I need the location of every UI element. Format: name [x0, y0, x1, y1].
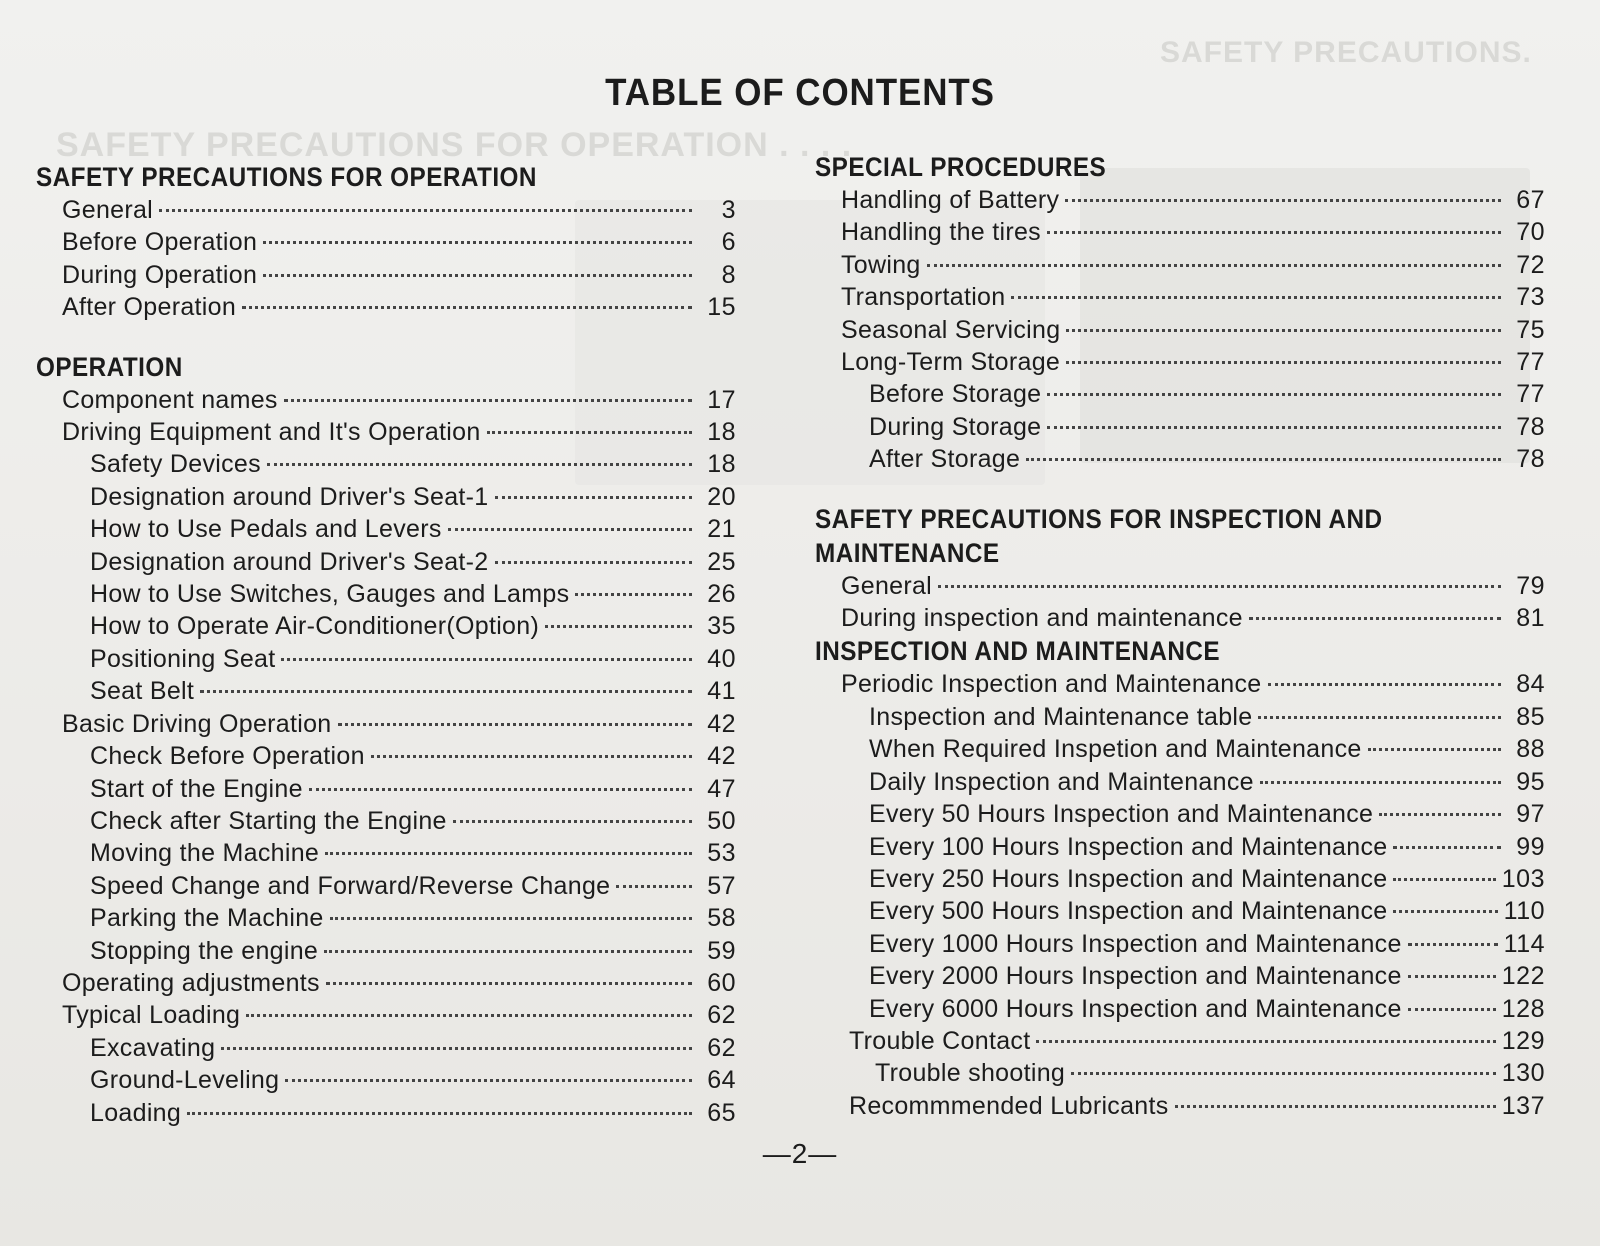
entry-label: Before Storage — [869, 380, 1042, 409]
leader-dots — [1065, 199, 1501, 202]
leader-dots — [1408, 1008, 1496, 1011]
leader-dots — [326, 982, 692, 985]
entry-page: 3 — [721, 196, 736, 224]
leader-dots — [1268, 683, 1502, 686]
toc-entry[interactable] — [815, 701, 1545, 733]
entry-page: 97 — [1516, 800, 1545, 829]
entry-label: Trouble Contact — [849, 1026, 1031, 1055]
entry-label: Every 500 Hours Inspection and Maintenance — [869, 897, 1388, 926]
entry-label: Handling of Battery — [841, 186, 1060, 214]
entry-page: 20 — [707, 482, 736, 511]
leader-dots — [1249, 617, 1501, 620]
entry-label: Before Operation — [62, 228, 258, 257]
toc-entry[interactable] — [36, 1064, 736, 1096]
leader-dots — [495, 561, 692, 564]
toc-entry[interactable] — [815, 1025, 1545, 1057]
leader-dots — [187, 1112, 692, 1115]
entry-page: 60 — [707, 968, 736, 997]
entry-label: Transportation — [841, 283, 1006, 312]
entry-page: 114 — [1503, 929, 1545, 958]
toc-section-operation — [36, 350, 736, 1129]
entry-page: 77 — [1516, 348, 1545, 377]
leader-dots — [1047, 426, 1501, 429]
entry-label: During inspection and maintenance — [841, 604, 1243, 633]
toc-entry[interactable] — [36, 291, 736, 323]
entry-page: 6 — [721, 228, 736, 257]
entry-page: 57 — [707, 871, 736, 900]
entry-label: Designation around Driver's Seat-1 — [90, 482, 489, 511]
toc-entry[interactable] — [815, 960, 1545, 992]
entry-label: Every 250 Hours Inspection and Maintenance — [869, 864, 1388, 893]
toc-entry[interactable] — [36, 740, 736, 772]
toc-entry[interactable] — [815, 378, 1545, 410]
toc-entry[interactable] — [815, 346, 1545, 378]
entry-label: During Storage — [869, 412, 1042, 441]
entry-label: Seat Belt — [90, 677, 195, 706]
entry-label: Towing — [841, 250, 921, 279]
leader-dots — [242, 306, 692, 309]
entry-page: 103 — [1501, 864, 1545, 893]
entry-page: 79 — [1516, 571, 1545, 600]
entry-page: 17 — [707, 385, 736, 414]
toc-entry[interactable] — [36, 194, 736, 226]
leader-dots — [1011, 296, 1501, 299]
entry-label: Periodic Inspection and Maintenance — [841, 670, 1262, 699]
leader-dots — [281, 658, 692, 661]
toc-entry[interactable] — [36, 708, 736, 740]
entry-page: 81 — [1516, 604, 1545, 633]
toc-left-column — [36, 160, 736, 1129]
entry-label: Basic Driving Operation — [62, 709, 332, 738]
leader-dots — [1258, 716, 1501, 719]
toc-entry[interactable] — [815, 411, 1545, 443]
entry-label: Positioning Seat — [90, 644, 276, 673]
leader-dots — [159, 209, 692, 212]
toc-entry[interactable] — [815, 798, 1545, 830]
entry-label: Every 2000 Hours Inspection and Maintenance — [869, 962, 1402, 991]
entry-label: Every 1000 Hours Inspection and Maintenance — [869, 929, 1402, 958]
leader-dots — [338, 723, 692, 726]
entry-label: Moving the Machine — [90, 839, 320, 868]
entry-page: 75 — [1516, 315, 1545, 344]
bleed-through-subheading: SAFETY PRECAUTIONS FOR OPERATION . . . . — [56, 126, 853, 164]
toc-entry[interactable] — [36, 935, 736, 967]
leader-dots — [246, 1014, 692, 1017]
entry-label: After Operation — [62, 293, 237, 322]
entry-label: Driving Equipment and It's Operation — [62, 418, 481, 447]
toc-entry[interactable] — [36, 546, 736, 578]
toc-entry[interactable] — [36, 773, 736, 805]
leader-dots — [453, 820, 692, 823]
toc-entry[interactable] — [36, 448, 736, 480]
entry-label: Inspection and Maintenance table — [869, 702, 1253, 731]
entry-page: 42 — [707, 709, 736, 738]
toc-entry[interactable] — [815, 570, 1545, 602]
entry-label: Check Before Operation — [90, 742, 365, 771]
toc-right-column — [815, 150, 1545, 1122]
section-heading: SPECIAL PROCEDURES — [815, 152, 1107, 182]
leader-dots — [371, 755, 692, 758]
leader-dots — [545, 625, 692, 628]
entry-label: How to Use Pedals and Levers — [90, 515, 442, 544]
entry-page: 78 — [1516, 445, 1545, 474]
entry-page: 62 — [707, 1001, 736, 1030]
entry-page: 95 — [1516, 767, 1545, 796]
leader-dots — [448, 528, 692, 531]
toc-entry[interactable] — [815, 281, 1545, 313]
toc-entry[interactable] — [815, 928, 1545, 960]
toc-section-safety-operation — [36, 160, 736, 324]
toc-entry[interactable] — [815, 216, 1545, 248]
toc-entry[interactable] — [815, 1090, 1545, 1122]
toc-section-safety-inspection — [815, 502, 1545, 635]
section-heading-continued: MAINTENANCE — [815, 537, 1000, 568]
leader-dots — [263, 274, 692, 277]
leader-dots — [200, 690, 692, 693]
toc-entry[interactable] — [36, 902, 736, 934]
toc-entry[interactable] — [815, 895, 1545, 927]
section-heading: INSPECTION AND MAINTENANCE — [815, 636, 1221, 667]
entry-label: General — [841, 571, 933, 600]
entry-label: General — [62, 196, 154, 224]
leader-dots — [1026, 458, 1501, 461]
entry-page: 42 — [707, 742, 736, 771]
entry-page: 137 — [1501, 1091, 1545, 1120]
leader-dots — [1047, 231, 1501, 234]
entry-label: Speed Change and Forward/Reverse Change — [90, 871, 611, 900]
leader-dots — [1393, 846, 1501, 849]
leader-dots — [1175, 1105, 1496, 1108]
leader-dots — [487, 431, 692, 434]
entry-page: 65 — [707, 1098, 736, 1127]
bleed-through-heading: SAFETY PRECAUTIONS. — [1160, 36, 1532, 69]
entry-page: 62 — [707, 1033, 736, 1062]
toc-entry[interactable] — [36, 643, 736, 675]
leader-dots — [927, 264, 1501, 267]
leader-dots — [330, 917, 692, 920]
toc-section-special-procedures — [815, 150, 1545, 476]
toc-entry[interactable] — [36, 481, 736, 513]
section-heading: SAFETY PRECAUTIONS FOR INSPECTION AND — [815, 503, 1383, 534]
entry-label: After Storage — [869, 445, 1021, 474]
toc-entry[interactable] — [815, 863, 1545, 895]
entry-label: Safety Devices — [90, 450, 261, 479]
entry-label: Trouble shooting — [875, 1059, 1066, 1088]
leader-dots — [309, 788, 692, 791]
entry-page: 85 — [1516, 702, 1545, 731]
leader-dots — [1393, 910, 1497, 913]
entry-page: 18 — [707, 450, 736, 479]
toc-entry[interactable] — [815, 249, 1545, 281]
toc-entry[interactable] — [36, 675, 736, 707]
entry-page: 78 — [1516, 412, 1545, 441]
toc-entry[interactable] — [36, 999, 736, 1031]
leader-dots — [1066, 361, 1501, 364]
entry-label: How to Use Switches, Gauges and Lamps — [90, 580, 570, 609]
toc-entry[interactable] — [36, 384, 736, 416]
toc-entry[interactable] — [36, 259, 736, 291]
entry-page: 25 — [707, 547, 736, 576]
entry-page: 40 — [707, 644, 736, 673]
entry-page: 64 — [707, 1066, 736, 1095]
entry-label: Recommmended Lubricants — [849, 1091, 1169, 1120]
toc-entry[interactable] — [36, 226, 736, 258]
toc-entry[interactable] — [815, 443, 1545, 475]
toc-entry[interactable] — [36, 1097, 736, 1129]
entry-label: Every 100 Hours Inspection and Maintenance — [869, 832, 1388, 861]
entry-label: Every 50 Hours Inspection and Maintenance — [869, 800, 1374, 829]
entry-page: 130 — [1501, 1059, 1545, 1088]
entry-page: 110 — [1503, 897, 1545, 926]
entry-page: 50 — [707, 806, 736, 835]
entry-page: 72 — [1516, 250, 1545, 279]
entry-page: 70 — [1516, 218, 1545, 247]
section-heading: OPERATION — [36, 351, 183, 382]
entry-label: Designation around Driver's Seat-2 — [90, 547, 489, 576]
entry-page: 128 — [1501, 994, 1545, 1023]
entry-page: 88 — [1516, 735, 1545, 764]
leader-dots — [221, 1047, 692, 1050]
entry-page: 58 — [707, 904, 736, 933]
entry-page: 41 — [707, 677, 736, 706]
toc-entry[interactable] — [815, 314, 1545, 346]
leader-dots — [1368, 748, 1501, 751]
entry-label: Parking the Machine — [90, 904, 324, 933]
toc-entry[interactable] — [36, 805, 736, 837]
entry-page: 59 — [707, 936, 736, 965]
entry-label: Seasonal Servicing — [841, 315, 1061, 344]
toc-entry[interactable] — [36, 578, 736, 610]
toc-entry[interactable] — [36, 870, 736, 902]
toc-entry[interactable] — [815, 184, 1545, 216]
leader-dots — [616, 885, 692, 888]
leader-dots — [1408, 943, 1498, 946]
leader-dots — [1071, 1072, 1496, 1075]
entry-page: 15 — [707, 293, 736, 322]
section-heading: SAFETY PRECAUTIONS FOR OPERATION — [36, 162, 537, 192]
toc-entry[interactable] — [815, 831, 1545, 863]
entry-label: Typical Loading — [62, 1001, 241, 1030]
entry-page: 47 — [707, 774, 736, 803]
entry-label: During Operation — [62, 260, 258, 289]
toc-entry[interactable] — [815, 766, 1545, 798]
entry-page: 67 — [1516, 186, 1545, 214]
toc-entry[interactable] — [36, 610, 736, 642]
leader-dots — [1036, 1040, 1495, 1043]
entry-label: Stopping the engine — [90, 936, 319, 965]
entry-page: 122 — [1501, 962, 1545, 991]
entry-page: 73 — [1516, 283, 1545, 312]
leader-dots — [1066, 329, 1501, 332]
toc-entry[interactable] — [815, 668, 1545, 700]
entry-label: How to Operate Air-Conditioner(Option) — [90, 612, 540, 641]
entry-label: Loading — [90, 1098, 182, 1127]
toc-entry[interactable] — [36, 837, 736, 869]
entry-page: 35 — [707, 612, 736, 641]
entry-label: Long-Term Storage — [841, 348, 1061, 377]
entry-label: Every 6000 Hours Inspection and Maintenance — [869, 994, 1402, 1023]
leader-dots — [1408, 975, 1496, 978]
page-number: —2— — [762, 1138, 838, 1169]
entry-label: When Required Inspetion and Maintenance — [869, 735, 1362, 764]
toc-entry[interactable] — [36, 1032, 736, 1064]
entry-page: 99 — [1516, 832, 1545, 861]
entry-page: 18 — [707, 418, 736, 447]
page-title: TABLE OF CONTENTS — [605, 72, 995, 114]
leader-dots — [1047, 393, 1501, 396]
entry-label: Check after Starting the Engine — [90, 806, 447, 835]
entry-label: Excavating — [90, 1033, 216, 1062]
leader-dots — [267, 463, 692, 466]
leader-dots — [1260, 781, 1501, 784]
leader-dots — [495, 496, 692, 499]
entry-label: Daily Inspection and Maintenance — [869, 767, 1254, 796]
leader-dots — [263, 241, 692, 244]
entry-label: Handling the tires — [841, 218, 1041, 247]
leader-dots — [324, 950, 692, 953]
entry-page: 21 — [707, 515, 736, 544]
entry-label: Component names — [62, 385, 278, 414]
leader-dots — [325, 852, 692, 855]
leader-dots — [285, 1079, 692, 1082]
entry-label: Ground-Leveling — [90, 1066, 280, 1095]
toc-entry[interactable] — [36, 416, 736, 448]
leader-dots — [1379, 813, 1501, 816]
entry-label: Operating adjustments — [62, 968, 320, 997]
leader-dots — [284, 399, 692, 402]
entry-page: 84 — [1516, 670, 1545, 699]
toc-section-inspection-maintenance — [815, 634, 1545, 1122]
entry-label: Start of the Engine — [90, 774, 303, 803]
toc-entry[interactable] — [815, 602, 1545, 634]
entry-page: 26 — [707, 580, 736, 609]
leader-dots — [938, 585, 1501, 588]
entry-page: 8 — [721, 260, 736, 289]
toc-entry[interactable] — [815, 1057, 1545, 1089]
entry-page: 129 — [1501, 1026, 1545, 1055]
leader-dots — [1393, 878, 1495, 881]
entry-page: 53 — [707, 839, 736, 868]
toc-entry[interactable] — [36, 513, 736, 545]
toc-entry[interactable] — [815, 733, 1545, 765]
toc-entry[interactable] — [36, 967, 736, 999]
entry-page: 77 — [1516, 380, 1545, 409]
leader-dots — [575, 593, 692, 596]
toc-entry[interactable] — [815, 993, 1545, 1025]
